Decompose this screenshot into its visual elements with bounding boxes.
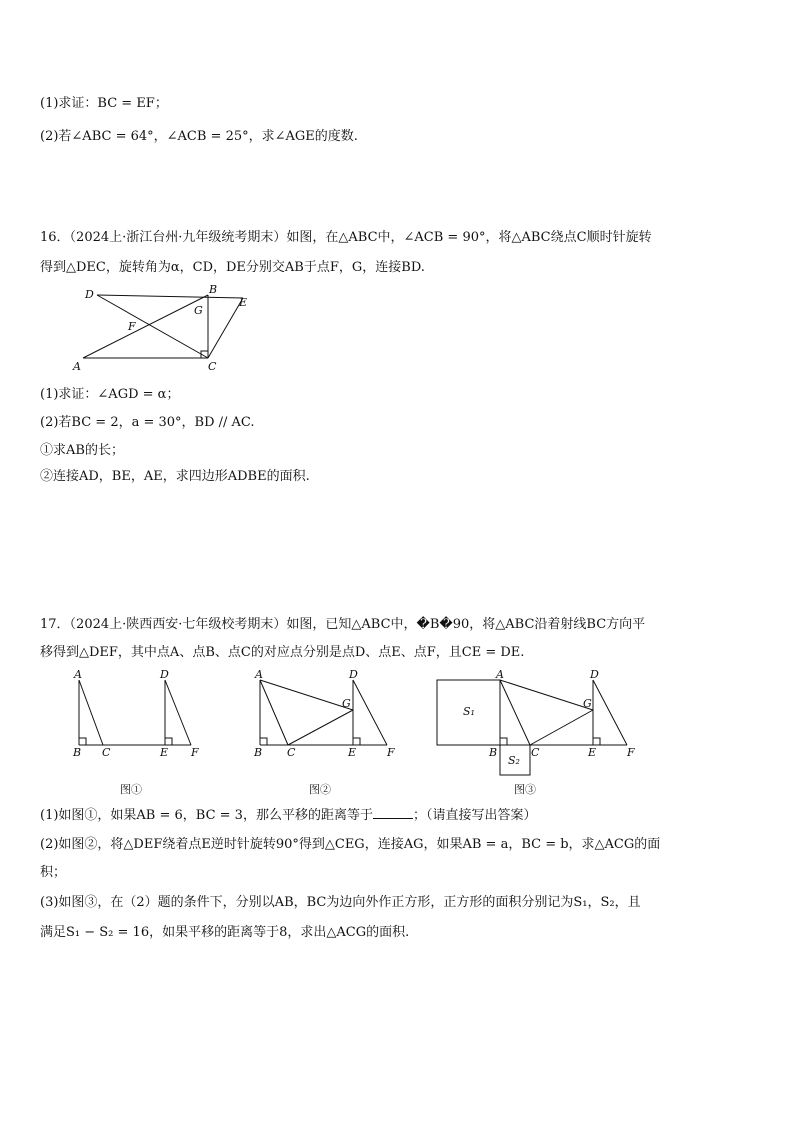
fig2-label-F: F bbox=[387, 746, 395, 759]
q17-part2-line2: 积； bbox=[40, 865, 67, 880]
q16-label-A: A bbox=[73, 360, 81, 373]
q17-part3-line2: 满足S₁ − S₂ = 16，如果平移的距离等于8，求出△ACG的面积. bbox=[40, 925, 410, 940]
q16-label-E: E bbox=[239, 296, 248, 309]
fig1-label-D: D bbox=[160, 668, 169, 681]
q16-figure bbox=[0, 280, 800, 373]
q17-part3-line1: (3)如图③，在（2）题的条件下，分别以AB，BC为边向外作正方形，正方形的面积分别记为S₁，S₂，且 bbox=[40, 895, 641, 910]
fig1-label-B: B bbox=[73, 746, 82, 759]
fig3-label-E: E bbox=[588, 746, 597, 759]
q16-label-D: D bbox=[85, 288, 94, 301]
fig3-label-C: C bbox=[531, 746, 540, 759]
q17-figures bbox=[0, 665, 800, 805]
q16-label-C: C bbox=[208, 360, 217, 373]
fig3-label-F: F bbox=[627, 746, 635, 759]
fig3-label-S1: S₁ bbox=[463, 705, 475, 718]
fig3-label-D: D bbox=[590, 668, 599, 681]
q17-part1-text: (1)如图①，如果AB = 6，BC = 3，那么平移的距离等于 bbox=[40, 808, 373, 823]
fig2-label-B: B bbox=[254, 746, 263, 759]
fig3-label-S2: S₂ bbox=[508, 754, 520, 767]
q17-part1 bbox=[40, 806, 536, 825]
fig3-label-A: A bbox=[496, 668, 504, 681]
fig1-label-F: F bbox=[191, 746, 199, 759]
q16-label-F: F bbox=[128, 320, 136, 333]
q17-part2-line1: (2)如图②，将△DEF绕着点E逆时针旋转90°得到△CEG，连接AG，如果AB = a，BC = b，求△ACG的面 bbox=[40, 837, 661, 852]
q16-part2-sub2: ②连接AD，BE，AE，求四边形ADBE的面积. bbox=[40, 469, 310, 484]
fig2-label-C: C bbox=[287, 746, 296, 759]
answer-blank[interactable] bbox=[373, 806, 413, 819]
fig3-label-B: B bbox=[489, 746, 498, 759]
q16-stem-line1: 16．（2024上·浙江台州·九年级统考期末）如图，在△ABC中，∠ACB = 90°，将△ABC绕点C顺时针旋转 bbox=[40, 230, 652, 245]
fig2-label-A: A bbox=[255, 668, 263, 681]
q15-part1: (1)求证：BC = EF； bbox=[40, 96, 168, 111]
fig1-label-A: A bbox=[74, 668, 82, 681]
fig1-caption: 图① bbox=[120, 783, 142, 796]
q16-label-G: G bbox=[194, 304, 203, 317]
fig3-caption: 图③ bbox=[514, 783, 536, 796]
q16-part2: (2)若BC = 2，a = 30°，BD // AC. bbox=[40, 415, 255, 430]
q16-label-B: B bbox=[209, 283, 218, 296]
fig2-label-E: E bbox=[348, 746, 357, 759]
q17-part1-note: ；（请直接写出答案） bbox=[412, 808, 537, 823]
q17-stem-line1: 17．（2024上·陕西西安·七年级校考期末）如图，已知△ABC中，�B�90，将△ABC沿着射线BC方向平 bbox=[40, 617, 646, 632]
fig2-label-D: D bbox=[349, 668, 358, 681]
q17-stem-line2: 移得到△DEF，其中点A、点B、点C的对应点分别是点D、点E、点F，且CE = DE. bbox=[40, 645, 525, 660]
fig1-label-C: C bbox=[102, 746, 111, 759]
q15-part2: (2)若∠ABC = 64°，∠ACB = 25°，求∠AGE的度数. bbox=[40, 129, 358, 144]
fig2-caption: 图② bbox=[309, 783, 331, 796]
q16-part2-sub1: ①求AB的长； bbox=[40, 443, 124, 458]
fig3-label-G: G bbox=[583, 697, 592, 710]
q16-part1: (1)求证：∠AGD = α； bbox=[40, 387, 180, 402]
fig1-label-E: E bbox=[160, 746, 169, 759]
q16-stem-line2: 得到△DEC，旋转角为α，CD，DE分别交AB于点F，G，连接BD. bbox=[40, 260, 425, 275]
fig2-label-G: G bbox=[342, 697, 351, 710]
